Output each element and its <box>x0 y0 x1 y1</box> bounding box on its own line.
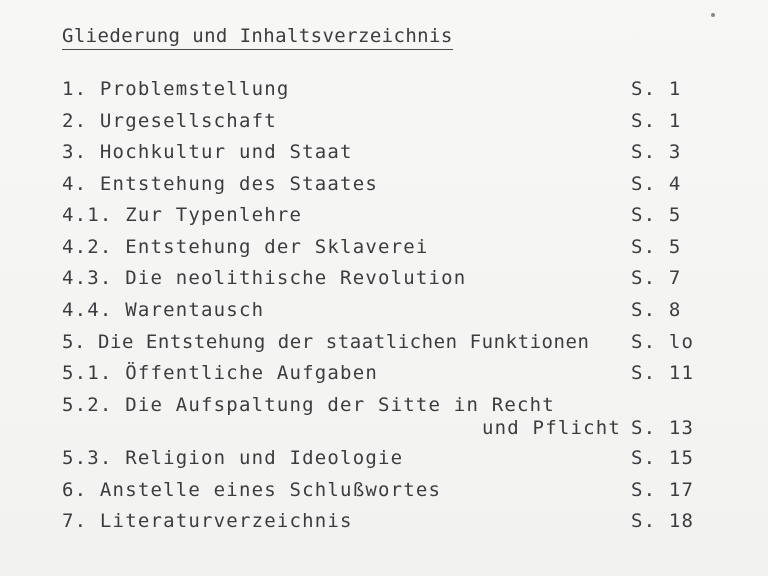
toc-entry-4: 4. Entstehung des Staates <box>62 173 378 195</box>
toc-page-2: S. 1 <box>631 110 682 132</box>
toc-page-4-2: S. 5 <box>631 236 682 258</box>
toc-page-4-3: S. 7 <box>631 267 682 289</box>
toc-entry-5-1: 5.1. Öffentliche Aufgaben <box>62 362 378 384</box>
toc-page-4: S. 4 <box>631 173 682 195</box>
toc-page-1: S. 1 <box>631 78 682 100</box>
toc-entry-1: 1. Problemstellung <box>62 78 290 100</box>
toc-page-5-2: S. 13 <box>631 417 695 439</box>
toc-entry-7: 7. Literaturverzeichnis <box>62 510 353 532</box>
toc-entry-4-1: 4.1. Zur Typenlehre <box>62 204 303 226</box>
toc-entry-2: 2. Urgesellschaft <box>62 110 277 132</box>
toc-entry-5-2-continuation: und Pflicht <box>482 417 622 439</box>
toc-entry-4-2: 4.2. Entstehung der Sklaverei <box>62 236 429 258</box>
toc-entry-4-4: 4.4. Warentausch <box>62 299 265 321</box>
toc-page-7: S. 18 <box>631 510 695 532</box>
toc-page-4-1: S. 5 <box>631 204 682 226</box>
toc-entry-5-2: 5.2. Die Aufspaltung der Sitte in Recht <box>62 394 555 416</box>
toc-page-4-4: S. 8 <box>631 299 682 321</box>
paper-speck <box>711 13 715 17</box>
toc-page-6: S. 17 <box>631 479 695 501</box>
toc-page-5: S. lo <box>631 331 695 353</box>
toc-page-5-3: S. 15 <box>631 447 695 469</box>
toc-entry-5-3: 5.3. Religion und Ideologie <box>62 447 404 469</box>
toc-page-5-1: S. 11 <box>631 362 695 384</box>
toc-title: Gliederung und Inhaltsverzeichnis <box>62 24 453 50</box>
toc-entry-4-3: 4.3. Die neolithische Revolution <box>62 267 467 289</box>
toc-page-3: S. 3 <box>631 141 682 163</box>
toc-entry-5: 5. Die Entstehung der staatlichen Funktionen <box>62 331 590 353</box>
toc-entry-6: 6. Anstelle eines Schlußwortes <box>62 479 442 501</box>
toc-entry-3: 3. Hochkultur und Staat <box>62 141 353 163</box>
